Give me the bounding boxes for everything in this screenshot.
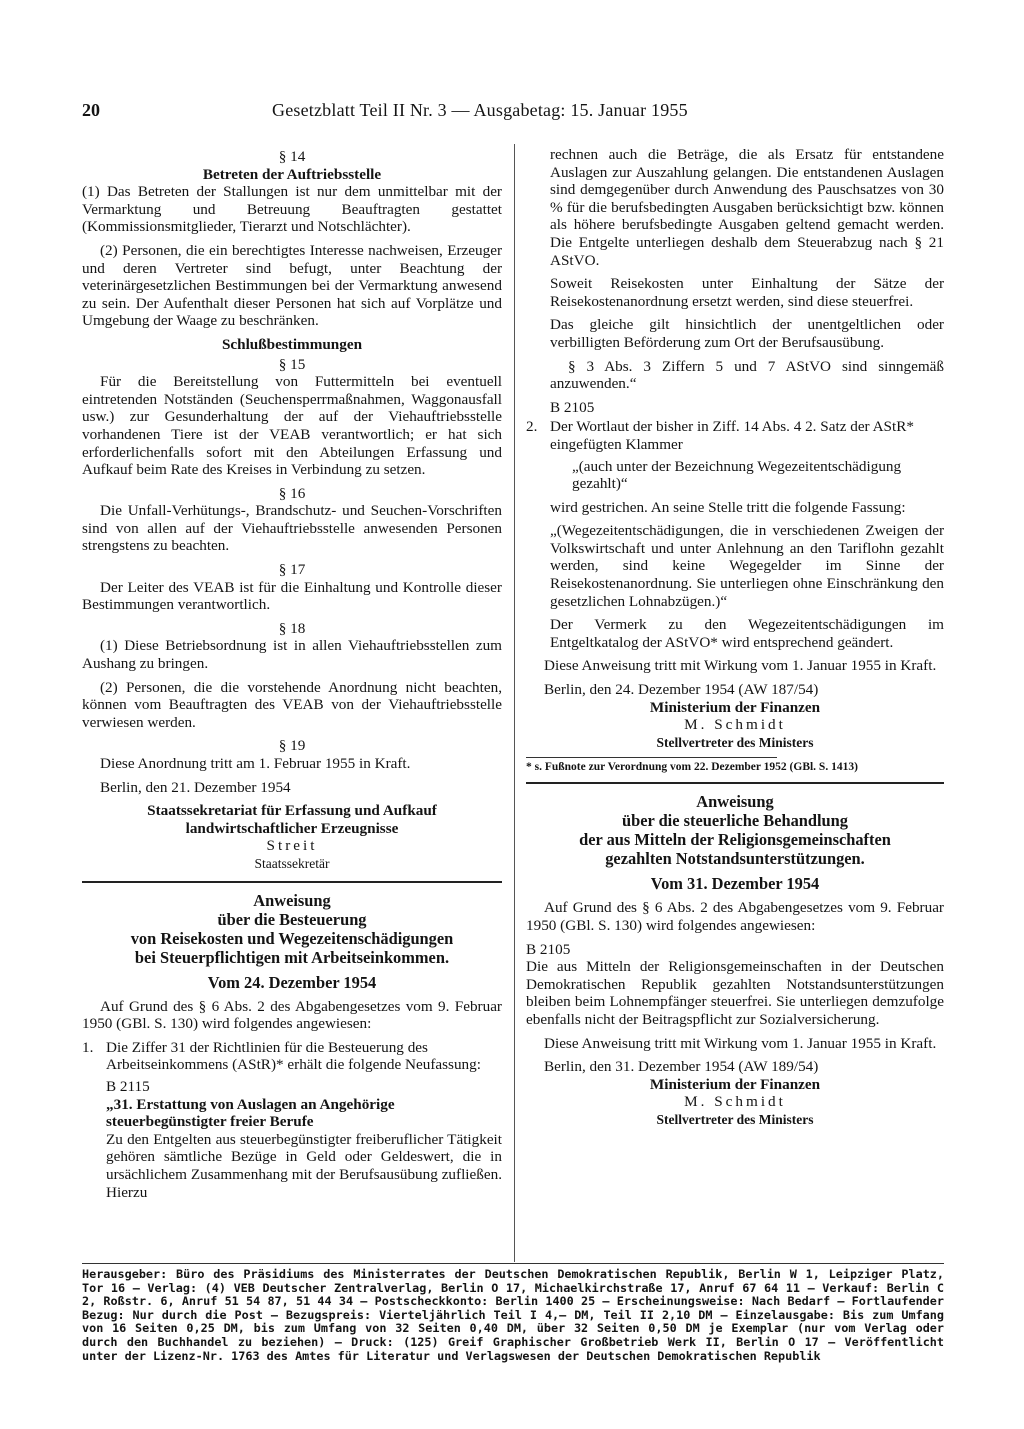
directive-body: Die aus Mitteln der Religionsgemeinschaften in der Deutschen Demokratischen Republik gezahlten Notstandsunterstützungen bleiben beim Lohnempfänger steuerfrei. Sie unterliegen demzufolge ebenfalls nicht der Beitragspflicht zur Sozialversicherung.	[526, 958, 944, 1028]
directive-date: Vom 31. Dezember 1954	[650, 874, 820, 894]
item-quote: „(auch unter der Bezeichnung Wegezeitentschädigung gezahlt)“	[572, 457, 902, 493]
item-text: Der Wortlaut der bisher in Ziff. 14 Abs. 4 2. Satz der AStR* eingefügten Klammer	[550, 418, 914, 453]
directive-title-line-4: bei Steuerpflichtigen mit Arbeitseinkommen.	[134, 947, 450, 967]
continued-paragraph: rechnen auch die Beträge, die als Ersatz für entstandene Auslagen zur Auszahlung gelangen. Die entstandenen Auslagen sind demgegenüber durch Anwendung des Pauschsatzes von 30 % für die berufsbedingten Ausgaben berücksichtigt bzw. können als höhere berufsbedingte Ausgaben geltend gemacht werden. Die Entgelte unterliegen deshalb dem Steuerabzug nach § 21 AStVO.	[550, 146, 944, 269]
travel-costs-paragraph: Soweit Reisekosten unter Einhaltung der Sätze der Reisekostenanordnung ersetzt werden, sind diese steuerfrei.	[550, 275, 944, 310]
left-column	[82, 146, 502, 1201]
imprint-rule	[82, 1263, 944, 1264]
item-deletion-text: wird gestrichen. An seine Stelle tritt die folgende Fassung:	[550, 498, 906, 516]
section-17-paragraph: Der Leiter des VEAB ist für die Einhaltung und Kontrolle dieser Bestimmungen verantwortlich.	[82, 578, 502, 614]
column-divider	[514, 144, 515, 1262]
final-provisions-heading: Schlußbestimmungen	[221, 335, 363, 353]
directive-item-2-body	[550, 458, 944, 652]
section-14-paragraph-2: (2) Personen, die ein berechtigtes Interesse nachweisen, Erzeuger und deren Vertreter sind befugt, unter Beachtung der veterinärgesetzlichen Bestimmungen bei der Vermarktung anwesend zu sein. Der Aufenthalt dieser Personen hat sich auf Vorplätze und Umgebung der Waage zu beschränken.	[82, 241, 502, 330]
section-18-paragraph-1: (1) Diese Betriebsordnung ist in allen Viehauftriebsstellen zum Aushang zu bringen.	[82, 637, 502, 673]
section-15-number: § 15	[278, 355, 306, 373]
reference-code: B 2105	[526, 940, 571, 958]
section-14-paragraph-1: (1) Das Betreten der Stallungen ist nur dem unmittelbar mit der Vermarktung und Betreuung Beauftragten gestattet (Kommissionsmitglieder, Tierarzt und Notschlächter).	[82, 183, 502, 236]
section-14-heading: Betreten der Auftriebsstelle	[202, 165, 382, 183]
subsection-heading: „31. Erstattung von Auslagen an Angehörige steuerbegünstigter freier Berufe	[106, 1095, 395, 1131]
signatory-name: M. Schmidt	[684, 716, 786, 734]
page-number: 20	[82, 100, 100, 120]
directive-item-1	[82, 1039, 502, 1074]
signatory-organization: Ministerium der Finanzen	[649, 1075, 821, 1093]
section-18-number: § 18	[278, 619, 306, 637]
section-14-number: § 14	[278, 148, 306, 165]
section-18-paragraph-2: (2) Personen, die die vorstehende Anordnung nicht beachten, können vom Beauftragten des VEAB von der Viehauftriebsstelle verwiesen werden.	[82, 678, 502, 731]
directive-title-line-2: über die steuerliche Behandlung	[621, 811, 848, 831]
section-16-number: § 16	[278, 484, 306, 502]
item-number: 2.	[526, 418, 538, 436]
running-head: Gesetzblatt Teil II Nr. 3 — Ausgabetag: 15. Januar 1955	[272, 100, 688, 120]
reference-code: B 2105	[550, 398, 595, 416]
signatory-name: Streit	[266, 837, 318, 855]
signatory-title: Stellvertreter des Ministers	[656, 1111, 814, 1127]
directive-title-line-2: über die Besteuerung	[217, 909, 367, 929]
directive-title-line-3: von Reisekosten und Wegezeitenschädigungen	[130, 928, 454, 948]
section-19-paragraph: Diese Anordnung tritt am 1. Februar 1955 in Kraft.	[100, 755, 411, 772]
section-15-paragraph: Für die Bereitstellung von Futtermitteln bei eventuell eintretenden Notständen (Seuchensperrmaßnahmen, Waggonausfall usw.) zur Gesunderhaltung der auf der Viehauftriebsstelle vorhandenen Tiere ist der VEAB verantwortlich; er hat sich erforderlichenfalls sofort mit den Abteilungen Erfassung und Aufkauf beim Rate des Kreises in Verbindung zu setzen.	[82, 373, 502, 479]
signatory-organization-line-2: landwirtschaftlicher Erzeugnisse	[185, 819, 399, 837]
signatory-organization-line-1: Staatssekretariat für Erfassung und Aufkauf	[147, 802, 437, 820]
directive-item-1-body	[106, 1078, 502, 1201]
page-header	[82, 100, 942, 126]
directive-intro: Auf Grund des § 6 Abs. 2 des Abgabengesetzes vom 9. Februar 1950 (GBl. S. 130) wird folgendes angewiesen:	[526, 899, 944, 934]
directive-title-line-1: Anweisung	[696, 792, 774, 812]
section-19-number: § 19	[278, 737, 306, 755]
item-number: 1.	[82, 1038, 94, 1056]
directive-date: Vom 24. Dezember 1954	[207, 972, 377, 992]
directive-item-2	[526, 418, 944, 453]
continued-item-body	[550, 146, 944, 416]
footnote-rule	[526, 757, 777, 758]
transport-paragraph: Das gleiche gilt hinsichtlich der unentgeltlichen oder verbilligten Beförderung zum Ort der Berufsausübung.	[550, 316, 944, 351]
directive-title-line-1: Anweisung	[253, 890, 331, 910]
footnote: * s. Fußnote zur Verordnung vom 22. Dezember 1952 (GBl. S. 1413)	[526, 761, 858, 774]
effective-date: Diese Anweisung tritt mit Wirkung vom 1. Januar 1955 in Kraft.	[544, 1034, 937, 1052]
section-17-number: § 17	[278, 561, 306, 579]
directive-title-line-4: gezahlten Notstandsunterstützungen.	[605, 849, 865, 869]
section-rule	[82, 881, 502, 883]
item-text: Die Ziffer 31 der Richtlinien für die Besteuerung des Arbeitseinkommens (AStR)* erhält die folgende Neufassung:	[106, 1038, 481, 1074]
signatory-organization: Ministerium der Finanzen	[649, 698, 821, 716]
section-rule	[526, 782, 944, 784]
item-note: Der Vermerk zu den Wegezeitentschädigungen im Entgeltkatalog der AStVO* wird entsprechend geändert.	[550, 616, 944, 651]
signatory-title: Staatssekretär	[254, 855, 330, 871]
subsection-text: Zu den Entgelten aus steuerbegünstigter freiberuflicher Tätigkeit gehören sämtliche Bezüge in Geld oder Geldeswert, die in ursächlichem Zusammenhang mit der Berufsausübung zufließen. Hierzu	[106, 1130, 502, 1201]
place-date: Berlin, den 21. Dezember 1954	[100, 778, 291, 796]
place-date: Berlin, den 31. Dezember 1954 (AW 189/54)	[544, 1058, 819, 1076]
analog-application-paragraph: § 3 Abs. 3 Ziffern 5 und 7 AStVO sind sinngemäß anzuwenden.“	[550, 357, 944, 393]
directive-intro: Auf Grund des § 6 Abs. 2 des Abgabengesetzes vom 9. Februar 1950 (GBl. S. 130) wird folgendes angewiesen:	[82, 997, 502, 1033]
item-new-wording: „(Wegezeitentschädigungen, die in verschiedenen Zweigen der Volkswirtschaft und unter Anlehnung an den Tariflohn gezahlt werden, sind keine Wegegelder im Sinne der Reisekostenanordnung. Sie unterliegen ohne Einschränkung den gesetzlichen Lohnabzügen.)“	[550, 522, 944, 610]
directive-title-line-3: der aus Mitteln der Religionsgemeinschaften	[579, 830, 891, 850]
section-16-paragraph: Die Unfall-Verhütungs-, Brandschutz- und Seuchen-Vorschriften sind von allen auf der Viehauftriebsstelle anwesenden Personen strengstens zu beachten.	[82, 502, 502, 555]
signatory-name: M. Schmidt	[684, 1093, 786, 1111]
effective-date: Diese Anweisung tritt mit Wirkung vom 1. Januar 1955 in Kraft.	[544, 657, 937, 675]
reference-code: B 2115	[106, 1077, 150, 1095]
place-date: Berlin, den 24. Dezember 1954 (AW 187/54)	[544, 681, 819, 699]
imprint: Herausgeber: Büro des Präsidiums des Ministerrates der Deutschen Demokratischen Republik, Berlin W 1, Leipziger Platz, Tor 16 — Verlag: (4) VEB Deutscher Zentralverlag, Berlin O 17, Michaelkirchstraße 17, Anruf 67 64 11 — Verkauf: Berlin C 2, Roßstr. 6, Anruf 51 54 87, 51 44 34 — Postscheckkonto: Berlin 1400 25 — Erscheinungsweise: Nach Bedarf — Fortlaufender Bezug: Nur durch die Post — Bezugspreis: Vierteljährlich Teil I 4,— DM, Teil II 2,10 DM — Einzelausgabe: Bis zum Umfang von 16 Seiten 0,25 DM, bis zum Umfang von 32 Seiten 0,40 DM, über 32 Seiten 0,50 DM je Exemplar (nur vom Verlag oder durch den Buchhandel zu beziehen) — Druck: (125) Greif Graphischer Großbetrieb Werk II, Berlin O 17 — Veröffentlicht unter der Lizenz-Nr. 1763 des Amtes für Literatur und Verlagswesen der Deutschen Demokratischen Republik	[82, 1267, 944, 1363]
signatory-title: Stellvertreter des Ministers	[656, 734, 814, 750]
right-column	[526, 146, 944, 1129]
